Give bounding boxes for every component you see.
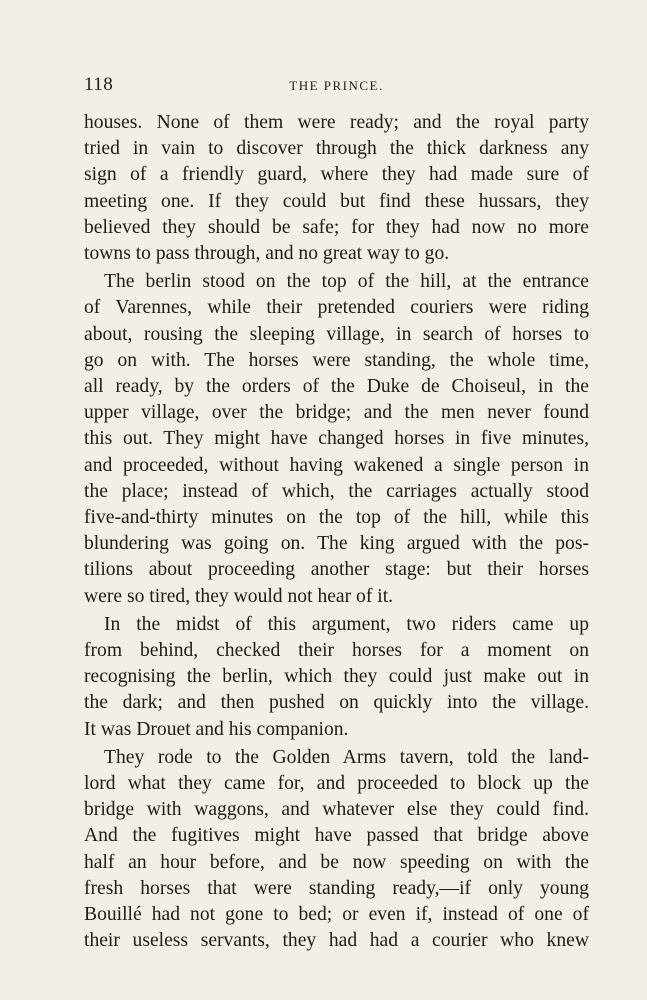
paragraph [84,612,589,743]
text-line: and proceeded, without having wakened a single person in [84,454,589,476]
text-line: half an hour before, and be now speeding on with the [84,851,589,873]
text-line: fresh horses that were standing ready,—if only young [84,877,589,899]
text-line: Bouillé had not gone to bed; or even if, instead of one of [84,904,589,926]
text-line: sign of a friendly guard, where they had made sure of [84,164,589,186]
text-line: all ready, by the orders of the Duke de Choiseul, in the [84,376,589,398]
text-line: from behind, checked their horses for a moment on [84,640,589,662]
text-line: lord what they came for, and proceeded to block up the [84,773,589,795]
paragraph [84,745,589,955]
paragraph [84,110,589,267]
text-line: In the midst of this argument, two riders came up [104,613,589,635]
text-line: go on with. The horses were standing, the whole time, [84,349,589,371]
text-line: tried in vain to discover through the thick darkness any [84,138,589,160]
text-line: The berlin stood on the top of the hill, at the entrance [104,271,589,293]
text-line: recognising the berlin, which they could just make out in [84,666,589,688]
text-line: houses. None of them were ready; and the royal party [84,112,589,133]
text-line: the place; instead of which, the carriages actually stood [84,480,589,502]
text-line: were so tired, they would not hear of it. [84,585,394,607]
text-line: They rode to the Golden Arms tavern, told the land- [104,746,589,768]
text-line: It was Drouet and his companion. [84,718,349,740]
text-line: tilions about proceeding another stage: but their horses [84,559,589,581]
text-line: their useless servants, they had had a courier who knew [84,930,589,952]
text-line: meeting one. If they could but find these hussars, they [84,190,589,212]
text-line: about, rousing the sleeping village, in search of horses to [84,323,589,345]
text-line: believed they should be safe; for they had now no more [84,216,589,238]
text-line: upper village, over the bridge; and the men never found [84,402,589,424]
text-line: five-and-thirty minutes on the top of the hill, while this [84,507,589,529]
page-header [84,74,589,96]
text-line: towns to pass through, and no great way to go. [84,243,450,265]
text-line: of Varennes, while their pretended couriers were riding [84,297,589,319]
text-line: this out. They might have changed horses in five minutes, [84,428,589,450]
body-text [84,110,589,955]
text-line: blundering was going on. The king argued with the pos- [84,533,589,555]
text-line: the dark; and then pushed on quickly into the village. [84,692,589,714]
text-line: bridge with waggons, and whatever else they could find. [84,799,589,821]
paragraph [84,269,589,610]
page-number: 118 [84,74,114,95]
text-line: And the fugitives might have passed that bridge above [84,825,589,847]
running-title: THE PRINCE. [289,78,384,93]
